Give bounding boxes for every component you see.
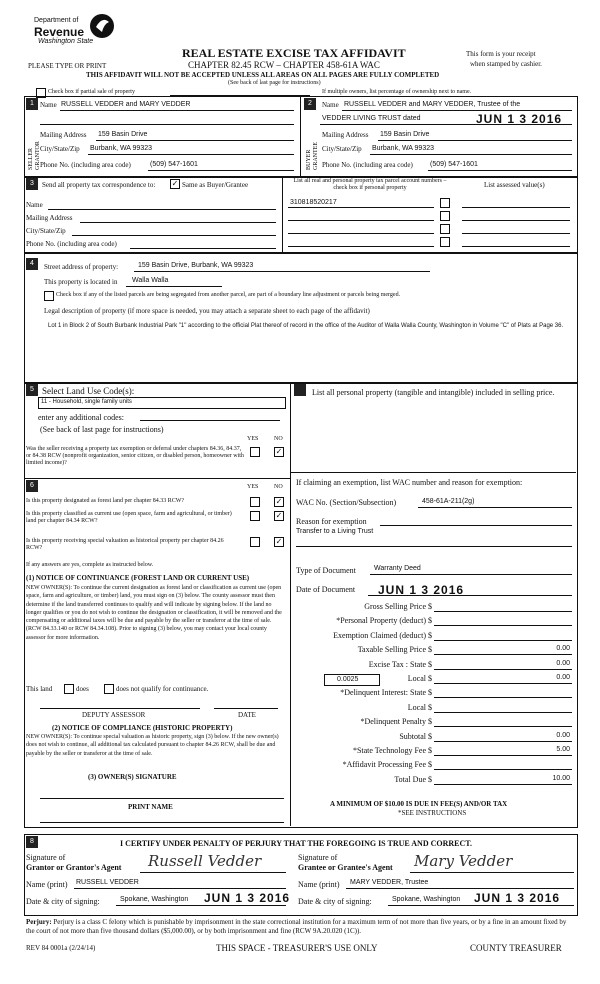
seller-phone-value: (509) 547-1601 <box>150 161 198 168</box>
tax-row-value: 0.00 <box>556 645 570 653</box>
tax-row-value: 5.00 <box>556 746 570 753</box>
completion-warning: THIS AFFIDAVIT WILL NOT BE ACCEPTED UNLESS ALL AREAS ON ALL PAGES ARE FULLY COMPLETED <box>86 71 440 79</box>
tax-row-label: Exemption Claimed (deduct) $ <box>333 630 432 640</box>
tax-row-field[interactable] <box>434 726 572 727</box>
tax-row-label: Local $ <box>407 674 432 683</box>
tax-row <box>296 759 574 771</box>
seller-name-label: Name <box>40 101 57 109</box>
doc-type-value: Warranty Deed <box>374 565 421 572</box>
buyer-city-value: Burbank, WA 99323 <box>372 145 435 152</box>
tax-row-field[interactable] <box>434 683 572 684</box>
tax-row-label: Local $ <box>407 702 432 712</box>
local-rate-value: 0.0025 <box>337 676 359 683</box>
grantee-date-stamp: JUN 1 3 2016 <box>474 891 561 905</box>
land-use-field[interactable] <box>38 397 286 409</box>
buyer-side-label: BUYER GRANTEE <box>306 142 319 170</box>
send-correspondence-label: Send all property tax correspondence to: <box>42 181 156 189</box>
form-chapter: CHAPTER 82.45 RCW – CHAPTER 458-61A WAC <box>188 60 380 70</box>
located-label: This property is located in <box>44 278 118 286</box>
forest-no-checkbox[interactable]: ✓ <box>275 497 283 506</box>
multiple-owners-note: If multiple owners, list percentage of ownership next to name. <box>322 89 472 95</box>
tax-row-label: *State Technology Fee $ <box>352 746 432 755</box>
doc-type-label: Type of Document <box>296 566 356 575</box>
grantor-city-value: Spokane, Washington <box>120 896 189 903</box>
dept-text: Department of <box>34 17 79 24</box>
tax-row-field[interactable] <box>434 712 572 713</box>
buyer-name-line2: VEDDER LIVING TRUST dated <box>322 115 421 122</box>
tax-row-field[interactable] <box>434 654 572 655</box>
tax-row-value: 0.00 <box>556 674 570 681</box>
section-2-badge: 2 <box>304 98 316 110</box>
yes-header-5: YES <box>247 436 259 442</box>
grantee-agent-label: Grantee or Grantee's Agent <box>298 863 393 872</box>
tax-row <box>296 702 574 714</box>
buyer-phone-value: (509) 547-1601 <box>430 161 478 168</box>
grantor-date-stamp: JUN 1 3 2016 <box>204 891 291 905</box>
does-label: does <box>76 685 89 693</box>
tax-row-field[interactable] <box>434 769 572 770</box>
seller-side-label: SELLER GRANTOR <box>28 141 41 170</box>
corr-name-label: Name <box>26 201 43 209</box>
parcel-1-personal-checkbox[interactable] <box>440 198 450 208</box>
tax-row-field[interactable] <box>434 611 572 612</box>
tax-row-label: *Delinquent Penalty $ <box>360 717 432 727</box>
if-yes-note: If any answers are yes, complete as instructed below. <box>26 562 154 568</box>
tax-row <box>296 716 574 728</box>
state-text: Washington State <box>38 38 94 45</box>
tax-row-label: Subtotal $ <box>399 731 432 741</box>
grantee-date-city-label: Date & city of signing: <box>298 897 372 906</box>
open-space-no-checkbox[interactable]: ✓ <box>275 511 283 520</box>
tax-row-field[interactable] <box>434 625 572 626</box>
reason-value: Transfer to a Living Trust <box>296 528 374 535</box>
tax-row-field[interactable] <box>434 741 572 742</box>
doc-date-label: Date of Document <box>296 585 356 594</box>
compliance-text: NEW OWNER(S): To continue special valuation as historic property, sign (3) below. If the new owner(s) does not wish to continue, all additional tax calculated pursuant to chapter 84.26 RCW, shall be due and payable by the seller or transferor at the time of sale. <box>26 734 279 757</box>
parcel-2-personal-checkbox[interactable] <box>440 211 450 221</box>
seller-phone-label: Phone No. (including area code) <box>40 161 131 169</box>
form-number: REV 84 0001a (2/24/14) <box>26 944 96 952</box>
does-not-checkbox[interactable] <box>104 684 114 694</box>
legal-label: Legal description of property (if more space is needed, you may attach a separate sheet to each page of the affidavit) <box>44 307 370 315</box>
receipt-line2: when stamped by cashier. <box>470 60 542 68</box>
section-6-badge: 6 <box>26 480 38 492</box>
seller-mailing-value: 159 Basin Drive <box>98 131 148 138</box>
tax-row-label: Excise Tax : State $ <box>368 659 432 669</box>
open-space-yes-checkbox[interactable] <box>250 511 260 521</box>
compliance-title: (2) NOTICE OF COMPLIANCE (HISTORIC PROPERTY) <box>52 724 233 732</box>
section-1-badge: 1 <box>26 98 38 110</box>
grantor-sig-label-a: Signature of <box>26 853 66 862</box>
owner-signature-label: (3) OWNER(S) SIGNATURE <box>88 773 177 781</box>
county-treasurer: COUNTY TREASURER <box>470 943 562 953</box>
parcel-number-1: 310818520217 <box>290 199 337 206</box>
see-back-land-use: (See back of last page for instructions) <box>40 425 164 434</box>
tax-row <box>296 601 574 613</box>
does-checkbox[interactable] <box>64 684 74 694</box>
grantor-agent-label: Grantor or Grantor's Agent <box>26 863 122 872</box>
grantee-sig-label-a: Signature of <box>298 853 338 862</box>
tax-row-field[interactable] <box>434 755 572 756</box>
wac-value: 458-61A-211(2g) <box>422 498 475 505</box>
seller-city-value: Burbank, WA 99323 <box>90 145 153 152</box>
tax-row-label: *Delinquent Interest: State $ <box>340 688 432 698</box>
doc-date-stamp: JUN 1 3 2016 <box>378 583 465 597</box>
tax-row-field[interactable] <box>434 784 572 785</box>
forest-question: Is this property designated as forest land per chapter 84.33 RCW? <box>26 498 185 504</box>
land-use-label: Select Land Use Code(s): <box>42 386 135 396</box>
tax-row <box>296 615 574 627</box>
tax-row <box>296 687 574 699</box>
land-use-value: 11 - Household, single family units <box>41 399 132 405</box>
grantee-name-label: Name (print) <box>298 880 340 889</box>
tax-row <box>296 659 574 671</box>
tax-row-label: Taxable Selling Price $ <box>357 645 432 655</box>
no-header-6: NO <box>274 484 283 490</box>
tax-row-field[interactable] <box>434 669 572 670</box>
personal-property-label: List all personal property (tangible and intangible) included in selling price. <box>312 388 555 397</box>
tax-row-label: *Affidavit Processing Fee $ <box>342 760 432 770</box>
date-label: DATE <box>238 711 256 719</box>
seller-city-label: City/State/Zip <box>40 145 80 153</box>
tax-row <box>296 644 574 656</box>
partial-sale-label: Check box if partial sale of property <box>48 89 135 95</box>
tax-row-field[interactable] <box>434 640 572 641</box>
legal-description: Lot 1 in Block 2 of South Burbank Industrial Park "1" according to the official Plat thereof of record in the office of the Auditor of Walla Walla County, Washington in Volume "C" of Plats at Page 36. <box>48 323 564 329</box>
street-value: 159 Basin Drive, Burbank, WA 99323 <box>138 262 254 269</box>
buyer-mailing-label: Mailing Address <box>322 131 369 139</box>
receipt-line1: This form is your receipt <box>466 50 536 58</box>
section-4-badge: 4 <box>26 258 38 270</box>
tax-row <box>296 630 574 642</box>
tax-row-label: *Personal Property (deduct) $ <box>336 616 432 626</box>
continuance-text: NEW OWNER(S): To continue the current designation as forest land or classification as current use (open space, farm and agriculture, or timber) land, you must sign on (3) below. The county assessor must then determine if the land transferred continues to qualify and will indicate by signing below. If the land no longer qualifies or you do not wish to continue the designation or classification, it will be removed and the compensating or additional taxes will be due and payable by the seller or transferor at the time of sale. (RCW 84.33.140 or RCW 84.34.108). Prior to signing (3) below, you may contact your local county assessor for more information. <box>26 585 282 641</box>
yes-header-6: YES <box>247 484 259 490</box>
does-not-label: does not qualify for continuance. <box>116 685 209 693</box>
corr-phone-label: Phone No. (including area code) <box>26 240 117 248</box>
buyer-date-stamp: JUN 1 3 2016 <box>476 112 563 126</box>
section-8-badge: 8 <box>26 836 38 848</box>
no-header-5: NO <box>274 436 283 442</box>
see-instructions-note: *SEE INSTRUCTIONS <box>398 809 467 817</box>
tax-row-label: Gross Selling Price $ <box>364 602 432 611</box>
see-back-header: (See back of last page for instructions) <box>228 80 321 86</box>
continuance-title: (1) NOTICE OF CONTINUANCE (FOREST LAND OR CURRENT USE) <box>26 574 250 582</box>
please-type: PLEASE TYPE OR PRINT <box>28 62 107 70</box>
located-value: Walla Walla <box>132 277 169 284</box>
exemption-yes-checkbox[interactable] <box>250 447 260 457</box>
tax-row <box>296 745 574 757</box>
forest-yes-checkbox[interactable] <box>250 497 260 507</box>
historic-no-checkbox[interactable]: ✓ <box>275 537 283 546</box>
treasurer-space: THIS SPACE - TREASURER'S USE ONLY <box>216 943 378 953</box>
segregated-checkbox[interactable] <box>44 291 54 301</box>
tax-row-value: 0.00 <box>556 731 570 739</box>
buyer-name-label: Name <box>322 101 339 109</box>
parcel-4-personal-checkbox[interactable] <box>440 237 450 247</box>
reason-label: Reason for exemption <box>296 517 367 526</box>
form-title: REAL ESTATE EXCISE TAX AFFIDAVIT <box>182 46 406 60</box>
tax-row <box>296 731 574 743</box>
same-as-buyer-label: Same as Buyer/Grantee <box>182 181 249 189</box>
section-3-badge: 3 <box>26 178 38 190</box>
exemption-no-checkbox[interactable]: ✓ <box>275 447 283 456</box>
grantee-city-value: Spokane, Washington <box>392 896 461 903</box>
grantor-signature: Russell Vedder <box>148 852 262 870</box>
section-5-badge: 5 <box>26 384 38 396</box>
deputy-assessor-label: DEPUTY ASSESSOR <box>82 711 146 719</box>
tax-row-value: 0.00 <box>556 659 570 667</box>
perjury-label: Perjury: <box>26 918 52 926</box>
historic-question: Is this property receiving special valuation as historical property per chapter 84.26 RCW? <box>26 538 224 551</box>
assessed-header: List assessed value(s) <box>484 181 545 189</box>
wac-label: WAC No. (Section/Subsection) <box>296 498 397 507</box>
tax-row-label: Total Due $ <box>394 774 432 784</box>
tax-row-field[interactable] <box>434 697 572 698</box>
exemption-claim-label: If claiming an exemption, list WAC number and reason for exemption: <box>296 478 523 487</box>
buyer-phone-label: Phone No. (including area code) <box>322 161 413 169</box>
local-rate-box <box>324 674 380 686</box>
revenue-logo <box>28 10 118 50</box>
tax-row <box>296 774 574 786</box>
exemption-question: Was the seller receiving a property tax exemption or deferral under chapters 84.36, 84.37, or 84.38 RCW (nonprofit organization, senior citizen, or disabled person, homeowner with limited income)? <box>26 446 244 466</box>
buyer-name-value: RUSSELL VEDDER and MARY VEDDER, Trustee of the <box>344 101 521 108</box>
certify-statement: I CERTIFY UNDER PENALTY OF PERJURY THAT THE FOREGOING IS TRUE AND CORRECT. <box>120 839 473 848</box>
open-space-question: Is this property classified as current use (open space, farm and agricultural, or timber) land per chapter 84.34 RCW? <box>26 511 232 524</box>
seller-mailing-label: Mailing Address <box>40 131 87 139</box>
historic-yes-checkbox[interactable] <box>250 537 260 547</box>
minimum-due-note: A MINIMUM OF $10.00 IS DUE IN FEE(S) AND/OR TAX <box>330 800 508 808</box>
grantor-name-value: RUSSELL VEDDER <box>76 879 139 886</box>
grantor-name-label: Name (print) <box>26 880 68 889</box>
tax-row-value: 10.00 <box>552 774 570 782</box>
this-land-label: This land <box>26 685 53 693</box>
grantor-date-city-label: Date & city of signing: <box>26 897 100 906</box>
seller-name-value: RUSSELL VEDDER and MARY VEDDER <box>61 101 191 108</box>
parcel-header: List all real and personal property tax parcel account numbers – check box if personal property <box>293 178 447 191</box>
corr-city-label: City/State/Zip <box>26 227 66 235</box>
perjury-text: Perjury is a class C felony which is punishable by imprisonment in the state correctional institution for a maximum term of not more than five years, or by a fine in an amount fixed by the court of not more than five thousand dollars ($5,000.00), or by both imprisonment and fine (RCW 9A.20.020 (1C)). <box>26 918 567 935</box>
segregated-label: Check box if any of the listed parcels are being segregated from another parcel, are part of a boundary line adjustment or parcels being merged. <box>56 292 401 298</box>
revenue-text: Revenue <box>34 25 85 39</box>
print-name-label: PRINT NAME <box>128 803 173 811</box>
tax-table <box>296 601 574 787</box>
street-label: Street address of property: <box>44 263 119 271</box>
grantee-signature: Mary Vedder <box>414 852 513 870</box>
corr-mailing-label: Mailing Address <box>26 214 73 222</box>
same-as-buyer-checkbox[interactable]: ✓ <box>171 179 179 188</box>
buyer-city-label: City/State/Zip <box>322 145 362 153</box>
grantee-name-value: MARY VEDDER, Trustee <box>350 879 429 886</box>
washington-logo-icon <box>88 12 116 40</box>
additional-codes-label: enter any additional codes: <box>38 413 124 422</box>
buyer-mailing-value: 159 Basin Drive <box>380 131 430 138</box>
perjury-notice <box>26 918 576 936</box>
parcel-3-personal-checkbox[interactable] <box>440 224 450 234</box>
section-7-badge <box>294 384 306 396</box>
